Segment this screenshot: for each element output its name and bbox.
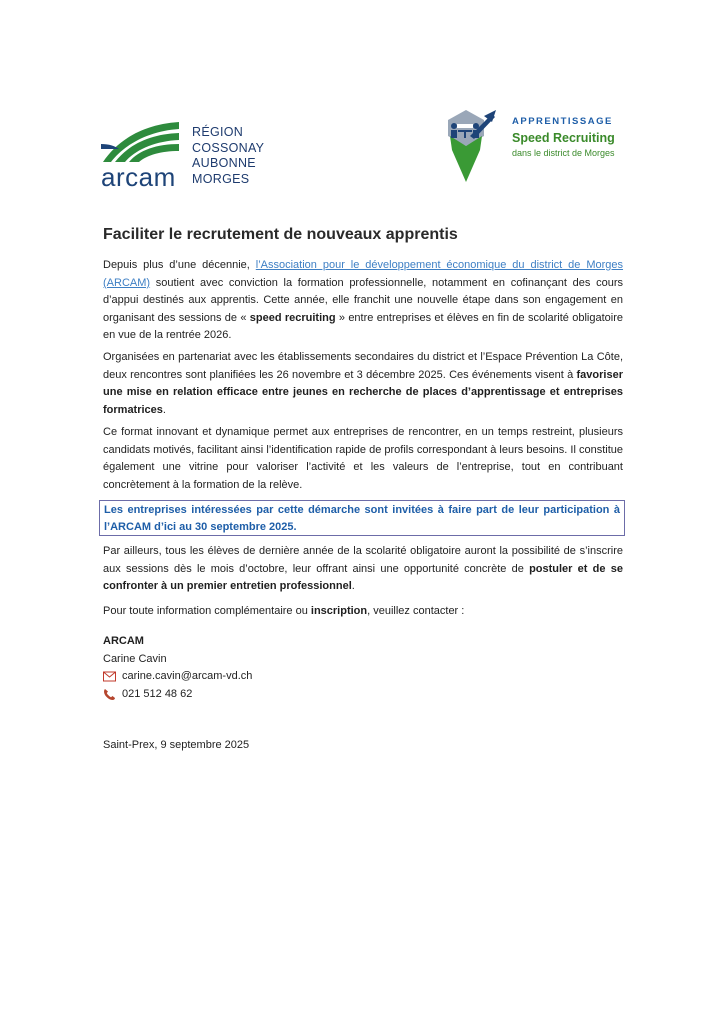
contact-email-link[interactable]: carine.cavin@arcam-vd.ch: [122, 670, 253, 682]
contact-org: ARCAM: [103, 635, 144, 647]
arcam-link[interactable]: l’Association pour le développement économique du district de Morges (ARCAM): [103, 259, 624, 289]
region-line: MORGES: [192, 171, 250, 186]
paragraph-contact-intro: [103, 603, 623, 621]
paragraph-format: Ce format innovant et dynamique permet aux entreprises de rencontrer, en un temps restreint, plusieurs candidats motivés, facilitant ainsi l’identification rapide de profils correspondant à leurs besoins. Il constitue également une vitrine pour valoriser l’activité et les valeurs de l’entreprise, tout en contribuant concrètement à la formation de la relève.: [103, 426, 623, 491]
text-bold: postuler et de se confronter à un premier entretien professionnel: [103, 562, 623, 592]
text-run: Depuis plus d’une décennie,: [103, 259, 256, 271]
text-run: Organisées en partenariat avec les établissements secondaires du district et l’Espace Prévention La Côte, deux rencontres sont planifiées les 26 novembre et 3 décembre 2025. Ces événements visent à: [103, 351, 623, 381]
contact-name: Carine Cavin: [103, 652, 167, 665]
speed-recruiting-logo: [440, 106, 640, 186]
text-run: .: [162, 403, 166, 416]
speed-recruiting-text: [512, 116, 615, 159]
text-run: Pour toute information complémentaire ou: [103, 605, 311, 617]
region-line: COSSONAY: [192, 140, 265, 155]
text-bold: inscription: [310, 605, 368, 617]
arcam-swoosh-icon: [101, 118, 181, 164]
speed-recruiting-icon: [440, 106, 500, 182]
text-run: Par ailleurs, tous les élèves de dernière année de la scolarité obligatoire auront la possibilité de s’inscrire aux sessions dès le mois d’octobre, leur offrant ainsi une opportunité concrète de: [103, 545, 623, 575]
text-bold: speed recruiting: [249, 311, 336, 324]
text-bold: favoriser une mise en relation efficace entre jeunes en recherche de places d’apprentissage et entreprises formatrices: [103, 368, 623, 416]
text-run: .: [351, 580, 355, 592]
text-run: » entre entreprises et élèves en fin de scolarité obligatoire en vue de la rentrée 2026.: [103, 311, 623, 341]
text-run: soutient avec conviction la formation professionnelle, notamment en cofinançant des cours d’appui destinés aux apprentis. Cette année, elle franchit une nouvelle étape dans son engagement en organisant des sessions de «: [103, 276, 623, 324]
highlight-box: Les entreprises intéressées par cette démarche sont invitées à faire part de leur participation à l’ARCAM d’ici au 30 septembre 2025.: [99, 500, 625, 536]
arcam-logo: [101, 118, 301, 193]
contact-phone-row: [103, 686, 252, 704]
sr-line-speed-recruiting: Speed Recruiting: [512, 131, 615, 145]
paragraph-events: [103, 349, 623, 419]
sr-line-district: dans le district de Morges: [512, 148, 615, 158]
arcam-wordmark: arcam: [101, 162, 176, 192]
document-date: Saint-Prex, 9 septembre 2025: [103, 739, 250, 751]
arcam-regions: [192, 125, 264, 187]
email-icon: [103, 670, 116, 683]
phone-icon: [103, 688, 116, 701]
contact-phone: 021 512 48 62: [122, 687, 193, 700]
sr-line-apprentissage: APPRENTISSAGE: [512, 116, 613, 127]
contact-block: [103, 633, 252, 703]
text-run: , veuillez contacter :: [367, 605, 465, 617]
contact-email-row: [103, 668, 252, 686]
document-title: Faciliter le recrutement de nouveaux apprentis: [103, 226, 458, 243]
region-line: AUBONNE: [192, 156, 256, 170]
region-line: RÉGION: [192, 125, 244, 139]
paragraph-students: [103, 543, 623, 596]
paragraph-intro: [103, 257, 623, 345]
